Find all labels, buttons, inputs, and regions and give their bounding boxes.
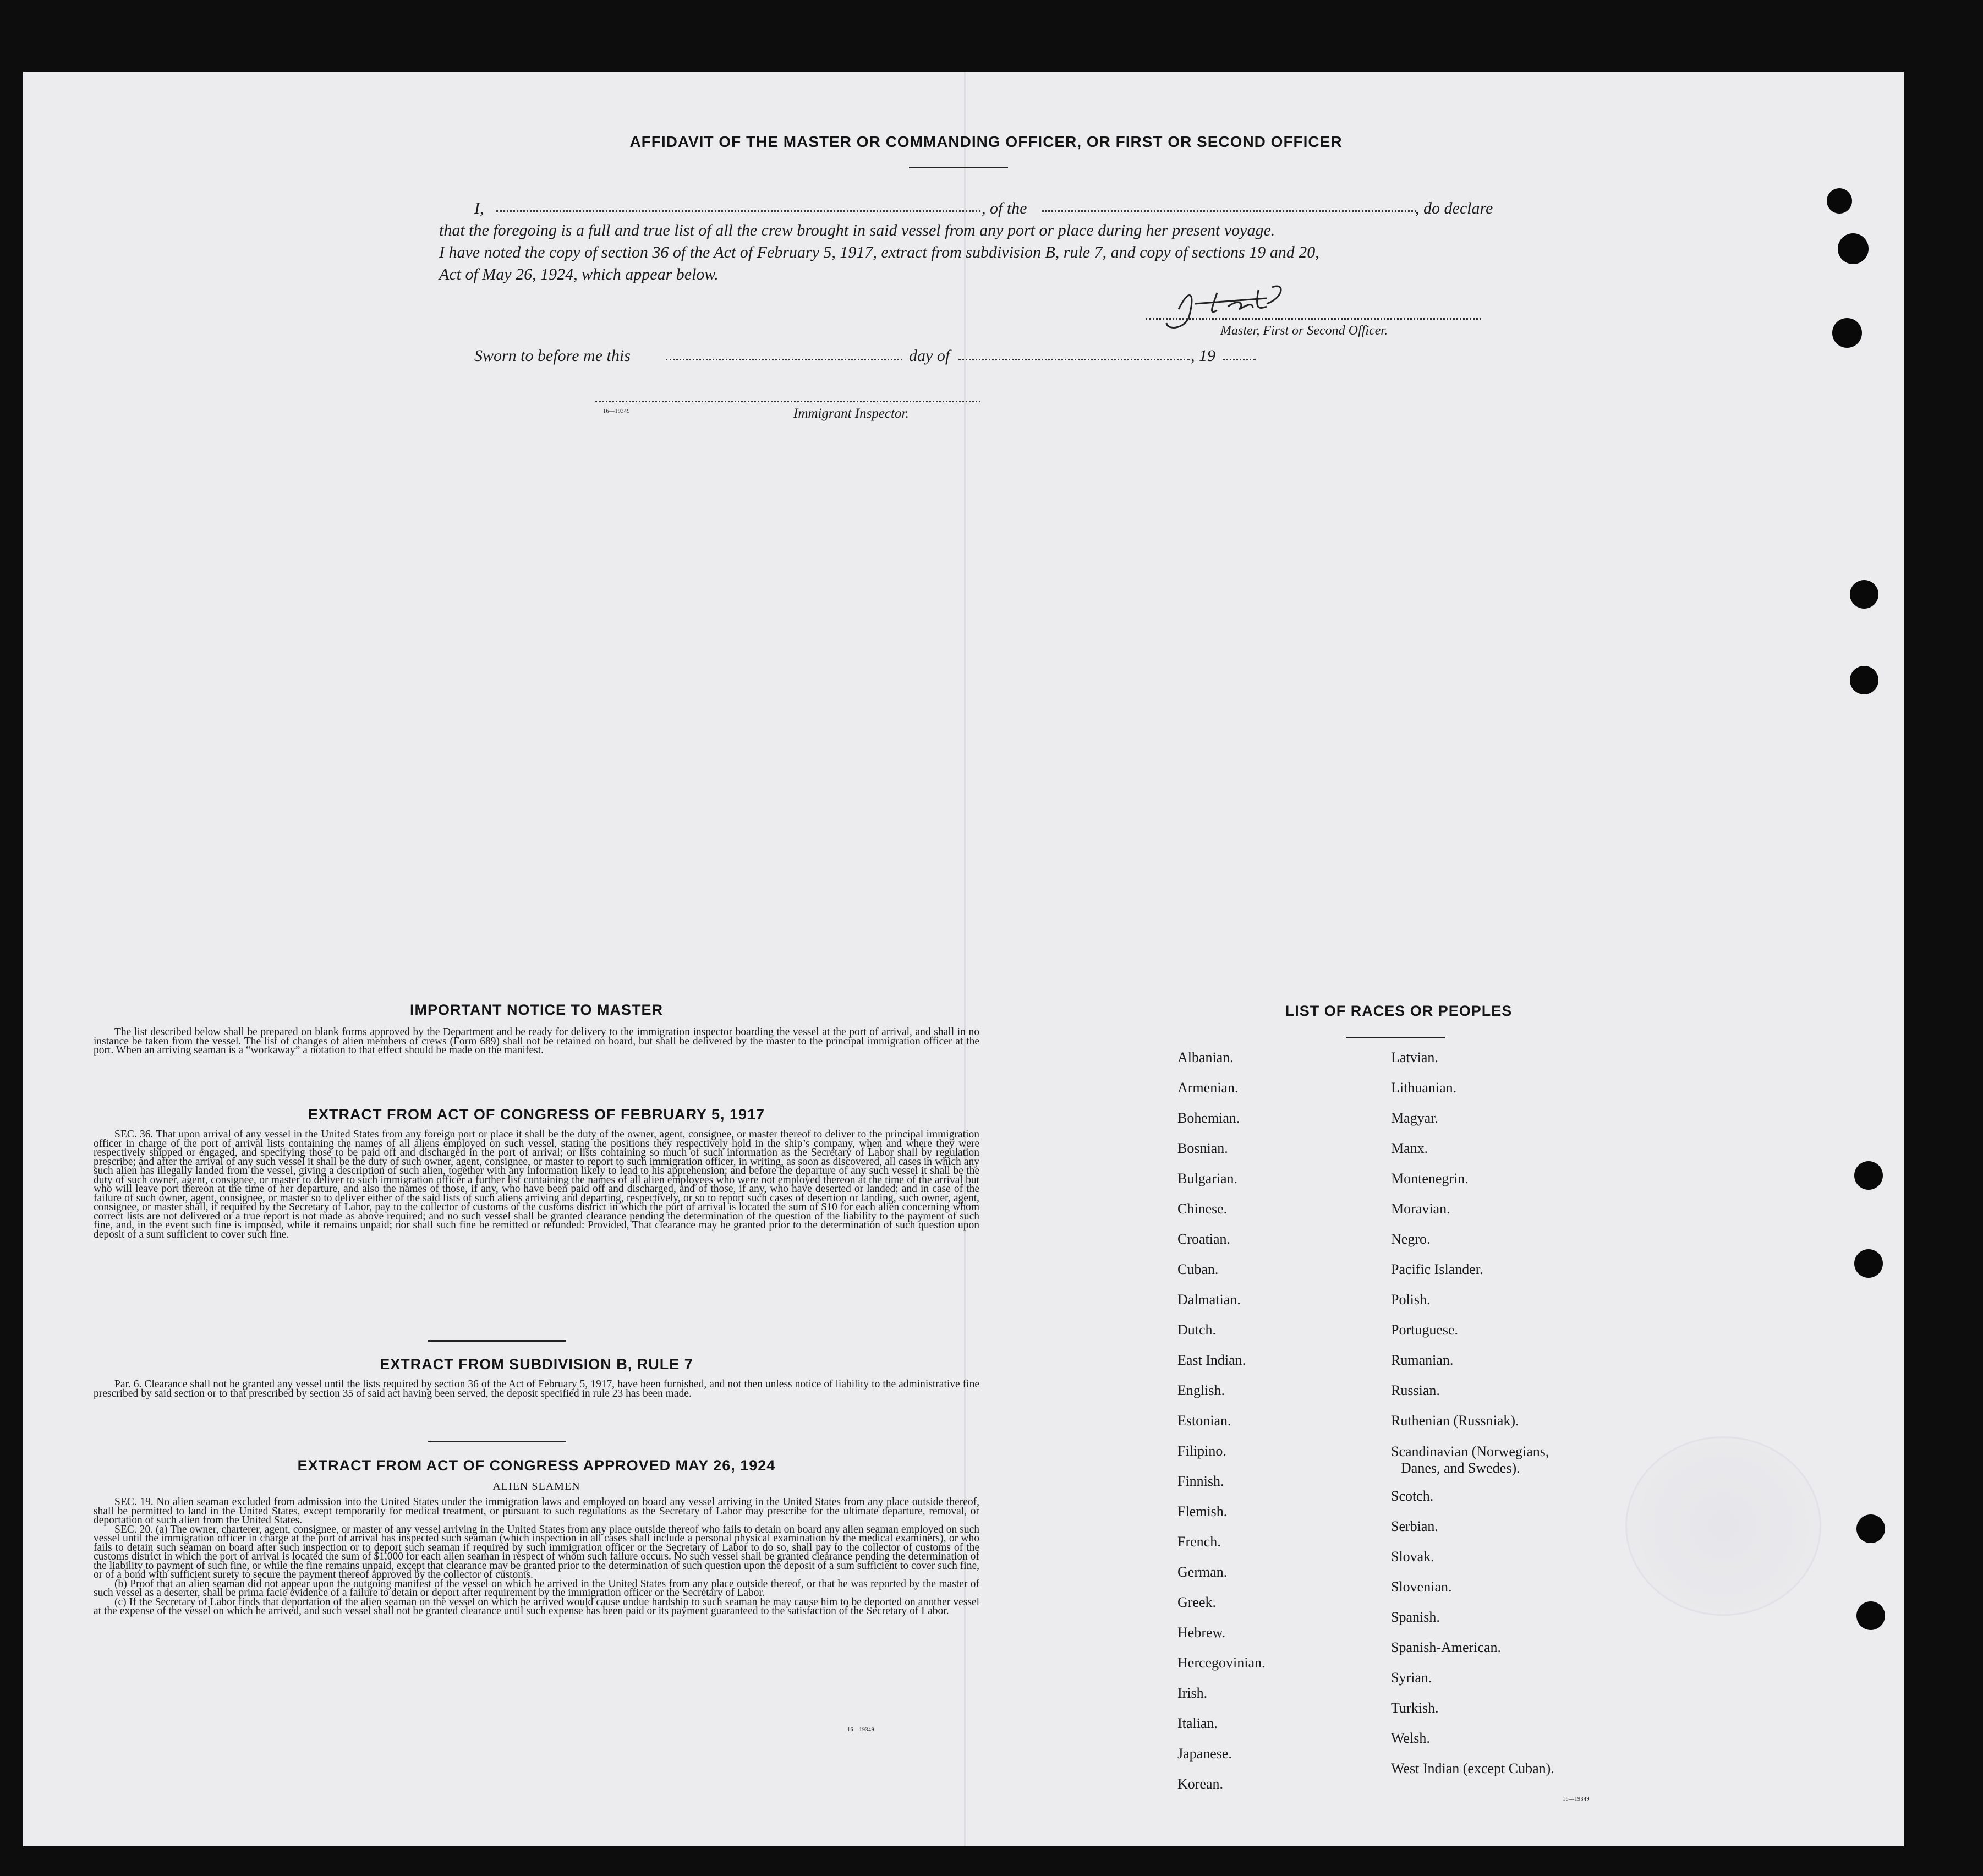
alien-seamen-subtitle: ALIEN SEAMEN (492, 1480, 580, 1492)
divider (428, 1441, 566, 1442)
rule7-title: EXTRACT FROM SUBDIVISION B, RULE 7 (380, 1356, 693, 1372)
race-item: Slovenian. (1391, 1579, 1452, 1595)
race-item: Cuban. (1177, 1261, 1219, 1277)
sec-36-paragraph: SEC. 36. That upon arrival of any vessel in the United States from any foreign port or place it shall be the duty of the owner, agent, consignee, or master thereof to deliver to the principal immigration officer in charge of the port of arrival lists containing the names of all aliens employed on such vessel, stating the positions they respectively hold in the ship’s company, when and where they were respectively shipped or engaged, and specifying those to be paid off and discharged in the port of arrival; or lists containing so much of such information as the Secretary of Labor shall by regulation prescribe; and after the arrival of any such vessel it shall be the duty of such owner, agent, consignee, or master to report to such immigration officer, in writing, as soon as discovered, all cases in which any such alien has illegally landed from the vessel, giving a description of such alien, together with any information likely to lead to his apprehension; and before the departure of any such vessel it shall be the duty of such owner, agent, consignee, or master to deliver to such immigration officer a further list containing the names of all alien employees who were not employed thereon at the time of the arrival but who will leave port thereon at the time of her departure, and also the names of those, if any, who have been paid off and discharged, and of those, if any, who have deserted or landed; and in case of the failure of such owner, agent, consignee, or master so to deliver either of the said lists of such aliens arriving and departing, respectively, or so to report such cases of desertion or landing, such owner, agent, consignee, or master shall, if required by the Secretary of Labor, pay to the collector of customs of the customs district in which the port of arrival is located the sum of $10 for each alien concerning whom correct lists are not delivered or a true report is not made as above required; and no such vessel shall be granted clearance pending the determination of the question of the liability to the payment of such fine, and, in the event such fine is imposed, while it remains unpaid; nor shall such fine be remitted or refunded: Provided, That clearance may be granted prior to the determination of such question upon deposit of a sum sufficient to cover such fine. (94, 1129, 979, 1240)
year-blank (1223, 359, 1256, 360)
races-left-column (1177, 1042, 1266, 1799)
race-item: Finnish. (1177, 1473, 1224, 1489)
sec-20b-paragraph: (b) Proof that an alien seaman did not appear upon the outgoing manifest of the vessel on which he arrived in the United States from any place outside thereof, or that he was reported by the master of such vessel as a deserter, shall be prima facie evidence of a failure to detain or deport after requirement by the immigration officer or the Secretary of Labor. (94, 1578, 979, 1599)
race-item: Pacific Islander. (1391, 1261, 1483, 1277)
race-item: Chinese. (1177, 1201, 1228, 1217)
race-item: Dutch. (1177, 1322, 1217, 1338)
race-item: Moravian. (1391, 1201, 1450, 1217)
race-item: Welsh. (1391, 1730, 1430, 1746)
race-item: Korean. (1177, 1776, 1224, 1792)
race-item: Bosnian. (1177, 1140, 1228, 1156)
race-item: East Indian. (1177, 1352, 1246, 1368)
race-item: Scotch. (1391, 1488, 1434, 1504)
races-right-column (1391, 1042, 1554, 1784)
affidavit-line-4: Act of May 26, 1924, which appear below. (439, 265, 719, 283)
extract-1924-text (94, 1498, 979, 1616)
day-of-label: day of (909, 347, 950, 365)
race-item: Danes, and Swedes). (1401, 1460, 1520, 1476)
notice-text (94, 1028, 979, 1055)
race-item: Rumanian. (1391, 1352, 1454, 1368)
binder-hole (1856, 1514, 1885, 1543)
affidavit-declare-label: , do declare (1415, 199, 1493, 217)
inspector-label: Immigrant Inspector. (793, 406, 909, 421)
binder-hole (1832, 318, 1862, 348)
affidavit-title: AFFIDAVIT OF THE MASTER OR COMMANDING OFFICER, OR FIRST OR SECOND OFFICER (629, 133, 1343, 150)
binder-hole (1854, 1249, 1883, 1278)
race-item: Greek. (1177, 1594, 1217, 1610)
race-item: Bohemian. (1177, 1110, 1240, 1126)
race-item: Estonian. (1177, 1413, 1231, 1429)
affidavit-line-3: I have noted the copy of section 36 of the Act of February 5, 1917, extract from subdivision B, rule 7, and copy of sections 19 and 20, (439, 243, 1319, 261)
race-item: Armenian. (1177, 1080, 1239, 1096)
notice-paragraph: The list described below shall be prepared on blank forms approved by the Department and be ready for delivery to the immigration inspector boarding the vessel at the port of arrival, and shall in no instance be taken from the vessel. The list of changes of alien members of crews (Form 689) shall not be retained on board, but shall be delivered by the master to the principal immigration officer at the port. When an arriving seaman is a “workaway” a notation to that effect should be made on the manifest. (94, 1026, 979, 1056)
extract-1917-title: EXTRACT FROM ACT OF CONGRESS OF FEBRUARY 5, 1917 (308, 1106, 765, 1123)
race-item: Montenegrin. (1391, 1171, 1469, 1186)
binder-hole (1854, 1161, 1883, 1190)
race-item: Turkish. (1391, 1700, 1439, 1716)
race-item: English. (1177, 1382, 1225, 1398)
affidavit-of-the-label: , of the (982, 199, 1027, 217)
race-item: German. (1177, 1564, 1228, 1580)
race-item: Magyar. (1391, 1110, 1438, 1126)
embossed-seal (1625, 1436, 1821, 1616)
race-item: French. (1177, 1534, 1221, 1550)
binder-hole (1838, 233, 1869, 264)
form-number: 16—19349 (847, 1727, 874, 1733)
race-item: Croatian. (1177, 1231, 1231, 1247)
binder-hole (1850, 666, 1878, 694)
race-item: Slovak. (1391, 1549, 1434, 1565)
race-item: Flemish. (1177, 1503, 1228, 1519)
race-item: Syrian. (1391, 1670, 1432, 1686)
race-item: Spanish-American. (1391, 1639, 1502, 1655)
sec-19-paragraph: SEC. 19. No alien seaman excluded from admission into the United States under the immigration laws and employed on board any vessel arriving in the United States from any place outside thereof, shall be permitted to land in the United States, except temporarily for medical treatment, or pursuant to such regulations as the Secretary of Labor may prescribe for the ultimate departure, removal, or deportation of such alien from the United States. (94, 1496, 979, 1526)
race-item: Lithuanian. (1391, 1080, 1457, 1096)
divider (909, 167, 1008, 168)
name-blank (496, 210, 980, 212)
inspector-line (595, 401, 980, 402)
binder-hole (1856, 1601, 1885, 1630)
year-label: , 19 (1191, 347, 1215, 365)
month-blank (958, 359, 1190, 360)
signature-caption: Master, First or Second Officer. (1220, 324, 1388, 338)
sec-20c-paragraph: (c) If the Secretary of Labor finds that deportation of the alien seaman on the vessel on which he arrived would cause undue hardship to such seaman he may cause him to be deported on another vessel at the expense of the vessel on which he arrived, and such vessel shall not be granted clearance until such expense has been paid or its payment guaranteed to the satisfaction of the Secretary of Labor. (94, 1596, 979, 1617)
par-6-paragraph: Par. 6. Clearance shall not be granted any vessel until the lists required by section 36 of the Act of February 5, 1917, have been furnished, and not then unless notice of liability to the administrative fine prescribed by said section or to that prescribed by section 35 of said act having been served, the deposit specified in rule 23 has been made. (94, 1379, 979, 1399)
sworn-label: Sworn to before me this (474, 347, 631, 365)
extract-1924-title: EXTRACT FROM ACT OF CONGRESS APPROVED MAY 26, 1924 (297, 1457, 776, 1474)
sec-20a-paragraph: SEC. 20. (a) The owner, charterer, agent, consignee, or master of any vessel arriving in the United States from any place outside thereof who fails to detain on board any alien seaman employed on such vessel until the immigration officer in charge at the port of arrival has inspected such seaman (which inspection in all cases shall include a personal physical examination by the medical examiners), or who fails to detain such seaman on board after such inspection or to deport such seaman if required by such immigration officer or the Secretary of Labor to do so, shall pay to the collector of customs of the customs district in which the port of arrival is located the sum of $1,000 for each alien seaman in respect of whom such failure occurs. No such vessel shall be granted clearance pending the determination of the liability to payment of such fine, or while the fine remains unpaid, except that clearance may be granted prior to the determination of such question upon the deposit of a sum sufficient to cover such fine, or of a bond with sufficient surety to secure the payment thereof approved by the collector of customs. (94, 1523, 979, 1580)
race-item: Dalmatian. (1177, 1292, 1241, 1308)
race-item: Russian. (1391, 1382, 1440, 1398)
rule7-text (94, 1380, 979, 1398)
notice-title: IMPORTANT NOTICE TO MASTER (410, 1002, 663, 1018)
races-title: LIST OF RACES OR PEOPLES (1285, 1003, 1513, 1019)
race-item: Negro. (1391, 1231, 1431, 1247)
extract-1917-text (94, 1130, 979, 1239)
document-page (23, 72, 1904, 1846)
race-item: West Indian (except Cuban). (1391, 1760, 1554, 1776)
form-number: 16—19349 (1563, 1796, 1590, 1802)
race-item: Serbian. (1391, 1518, 1438, 1534)
binder-hole (1827, 188, 1852, 214)
race-item: Polish. (1391, 1292, 1431, 1308)
race-item: Irish. (1177, 1685, 1208, 1701)
race-item: Hercegovinian. (1177, 1655, 1266, 1671)
race-item: Scandinavian (Norwegians, (1391, 1443, 1549, 1459)
signature-line (1146, 318, 1481, 320)
race-item: Filipino. (1177, 1443, 1226, 1459)
race-item: Hebrew. (1177, 1625, 1226, 1640)
race-item: Italian. (1177, 1715, 1218, 1731)
binder-hole (1850, 580, 1878, 609)
affidavit-i-label: I, (474, 199, 484, 217)
divider (428, 1340, 566, 1342)
form-number: 16—19349 (603, 408, 630, 414)
affidavit-line-2: that the foregoing is a full and true list of all the crew brought in said vessel from any port or place during her present voyage. (439, 221, 1275, 239)
race-item: Portuguese. (1391, 1322, 1459, 1338)
race-item: Latvian. (1391, 1049, 1438, 1065)
race-item: Bulgarian. (1177, 1171, 1238, 1186)
race-item: Manx. (1391, 1140, 1428, 1156)
day-blank (666, 359, 902, 360)
race-item: Japanese. (1177, 1746, 1232, 1762)
race-item: Ruthenian (Russniak). (1391, 1413, 1519, 1429)
race-item: Albanian. (1177, 1049, 1234, 1065)
vessel-blank (1042, 210, 1416, 212)
race-item: Spanish. (1391, 1609, 1440, 1625)
divider (1346, 1037, 1445, 1038)
